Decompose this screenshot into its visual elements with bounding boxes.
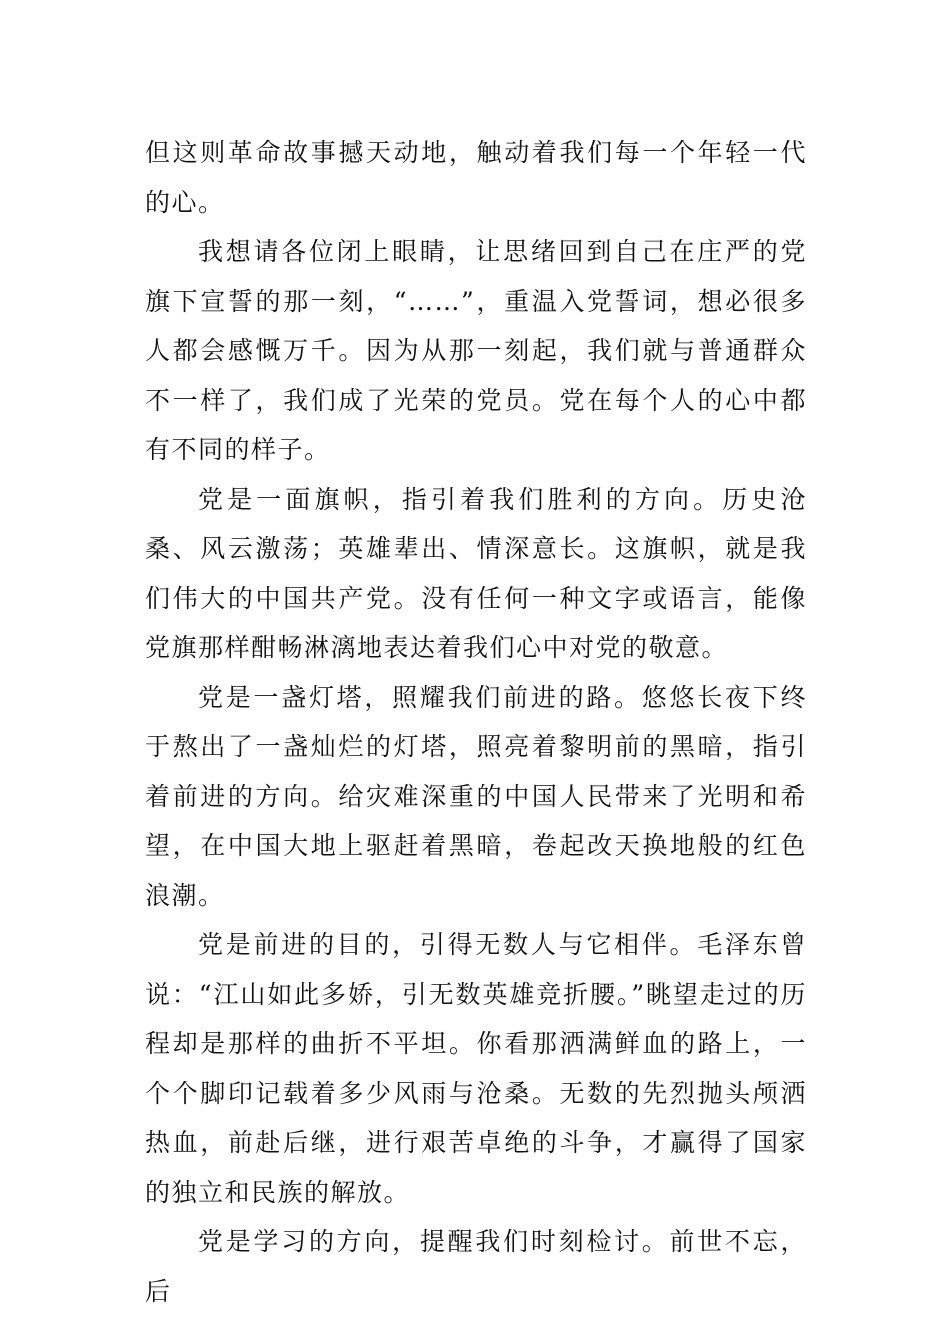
paragraph-3: 党是一面旗帜，指引着我们胜利的方向。历史沧桑、风云激荡；英雄辈出、情深意长。这旗帜，就是我们伟大的中国共产党。没有任何一种文字或语言，能像党旗那样酣畅淋漓地表达着我们心中对党的敬意。 xyxy=(145,484,807,662)
document-body xyxy=(145,128,807,1316)
paragraph-4: 党是一盏灯塔，照耀我们前进的路。悠悠长夜下终于熬出了一盏灿烂的灯塔，照亮着黎明前的黑暗，指引着前进的方向。给灾难深重的中国人民带来了光明和希望，在中国大地上驱赶着黑暗，卷起改天换地般的红色浪潮。 xyxy=(145,682,807,910)
paragraph-6: 党是学习的方向，提醒我们时刻检讨。前世不忘，后 xyxy=(145,1227,807,1306)
paragraph-1: 但这则革命故事撼天动地，触动着我们每一个年轻一代的心。 xyxy=(145,138,807,217)
paragraph-2: 我想请各位闭上眼睛，让思绪回到自己在庄严的党旗下宣誓的那一刻，“……”，重温入党誓词，想必很多人都会感慨万千。因为从那一刻起，我们就与普通群众不一样了，我们成了光荣的党员。党在每个人的心中都有不同的样子。 xyxy=(145,237,807,464)
paragraph-5: 党是前进的目的，引得无数人与它相伴。毛泽东曾说：“江山如此多娇，引无数英雄竞折腰。”眺望走过的历程却是那样的曲折不平坦。你看那洒满鲜血的路上，一个个脚印记载着多少风雨与沧桑。无数的先烈抛头颅洒热血，前赴后继，进行艰苦卓绝的斗争，才赢得了国家的独立和民族的解放。 xyxy=(145,930,807,1207)
